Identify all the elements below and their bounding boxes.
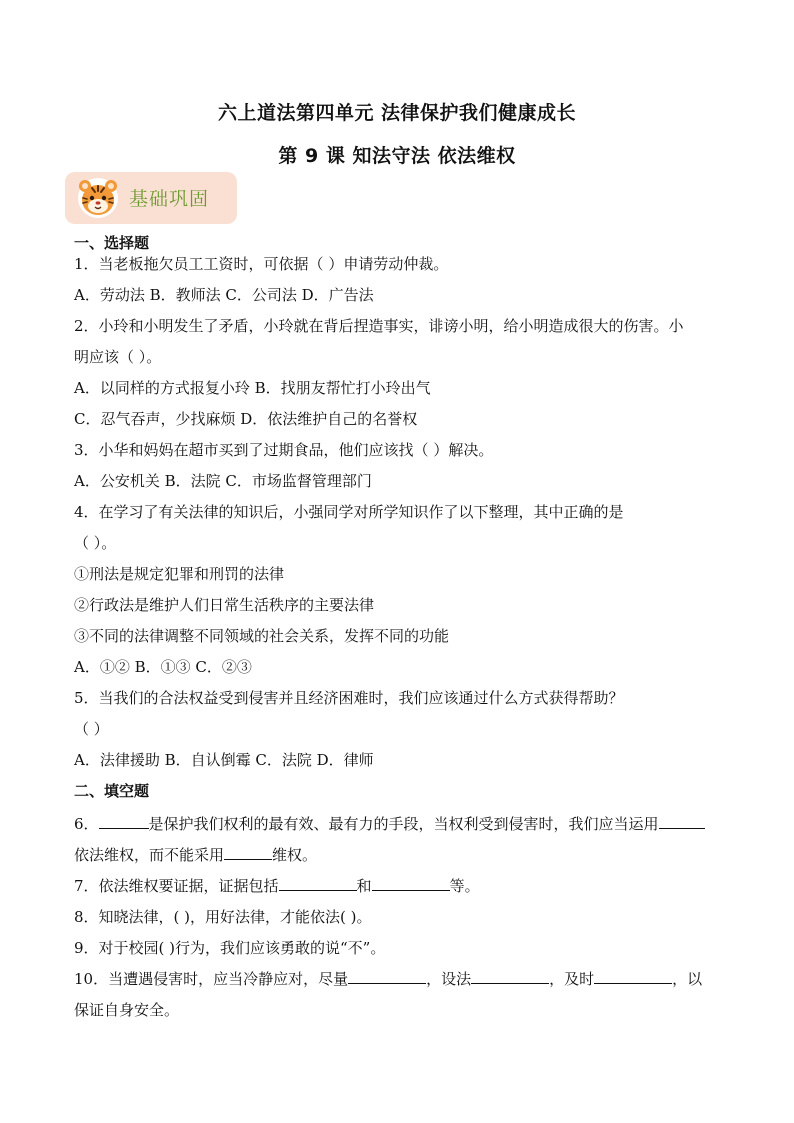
question-4-statement-2: ②行政法是维护人们日常生活秩序的主要法律: [74, 596, 375, 614]
question-5-options: A．法律援助 B．自认倒霉 C．法院 D．律师: [74, 751, 374, 769]
question-4-statement-1: ①刑法是规定犯罪和刑罚的法律: [74, 565, 285, 583]
fill-10-line2: 保证自身安全。: [74, 1001, 180, 1019]
question-5-line1: 5．当我们的合法权益受到侵害并且经济困难时，我们应该通过什么方式获得帮助？: [74, 689, 624, 707]
question-5-line2: （ ）: [74, 720, 109, 738]
tiger-face-icon: [77, 177, 119, 219]
fill-7: 7．依法维权要证据，证据包括 和 等。: [74, 877, 480, 895]
section-heading-fill: 二、填空题: [74, 782, 150, 800]
question-1: 1．当老板拖欠员工工资时，可依据（ ）申请劳动仲裁。: [74, 255, 449, 273]
section-heading-choice: 一、选择题: [74, 234, 150, 252]
blank: [224, 845, 272, 860]
unit-title: 六上道法第四单元 法律保护我们健康成长: [217, 102, 577, 124]
banner-label: 基础巩固: [129, 188, 210, 210]
fill-6-line1: 6． 是保护我们权利的最有效、最有力的手段，当权利受到侵害时，我们应当运用: [74, 813, 705, 834]
section-banner: [65, 172, 237, 224]
blank: [659, 814, 705, 829]
question-3: 3．小华和妈妈在超市买到了过期食品，他们应该找（ ）解决。: [74, 441, 494, 459]
blank: [594, 969, 672, 984]
blank: [471, 969, 549, 984]
blank: [99, 814, 149, 829]
question-1-options: A．劳动法 B．教师法 C．公司法 D．广告法: [74, 286, 374, 304]
question-2-line2: 明应该（ ）。: [74, 348, 162, 366]
lesson-title: 第 9 课 知法守法 依法维权: [278, 145, 516, 167]
question-4-options: A．①② B．①③ C．②③: [74, 658, 252, 676]
question-2-options-2: C．忍气吞声，少找麻烦 D．依法维护自己的名誉权: [74, 410, 418, 428]
fill-6-line2: 依法维权，而不能采用 维权。: [74, 846, 318, 864]
fill-10-line1: 10．当遭遇侵害时，应当冷静应对，尽量 ，设法 ，及时 ，以: [74, 970, 703, 988]
question-4-line1: 4．在学习了有关法律的知识后，小强同学对所学知识作了以下整理，其中正确的是: [74, 503, 624, 521]
blank: [348, 969, 426, 984]
question-2-line1: 2．小玲和小明发生了矛盾，小玲就在背后捏造事实，诽谤小明，给小明造成很大的伤害。小: [74, 317, 684, 335]
question-4-statement-3: ③不同的法律调整不同领域的社会关系，发挥不同的功能: [74, 627, 450, 645]
fill-8: 8．知晓法律，( )，用好法律，才能依法( )。: [74, 908, 372, 926]
question-2-options-1: A．以同样的方式报复小玲 B．找朋友帮忙打小玲出气: [74, 379, 431, 397]
question-4-line2: （ ）。: [74, 534, 117, 552]
question-3-options: A．公安机关 B．法院 C．市场监督管理部门: [74, 472, 372, 490]
blank: [279, 876, 357, 891]
fill-9: 9．对于校园( )行为，我们应该勇敢的说“不”。: [74, 939, 386, 957]
blank: [372, 876, 450, 891]
